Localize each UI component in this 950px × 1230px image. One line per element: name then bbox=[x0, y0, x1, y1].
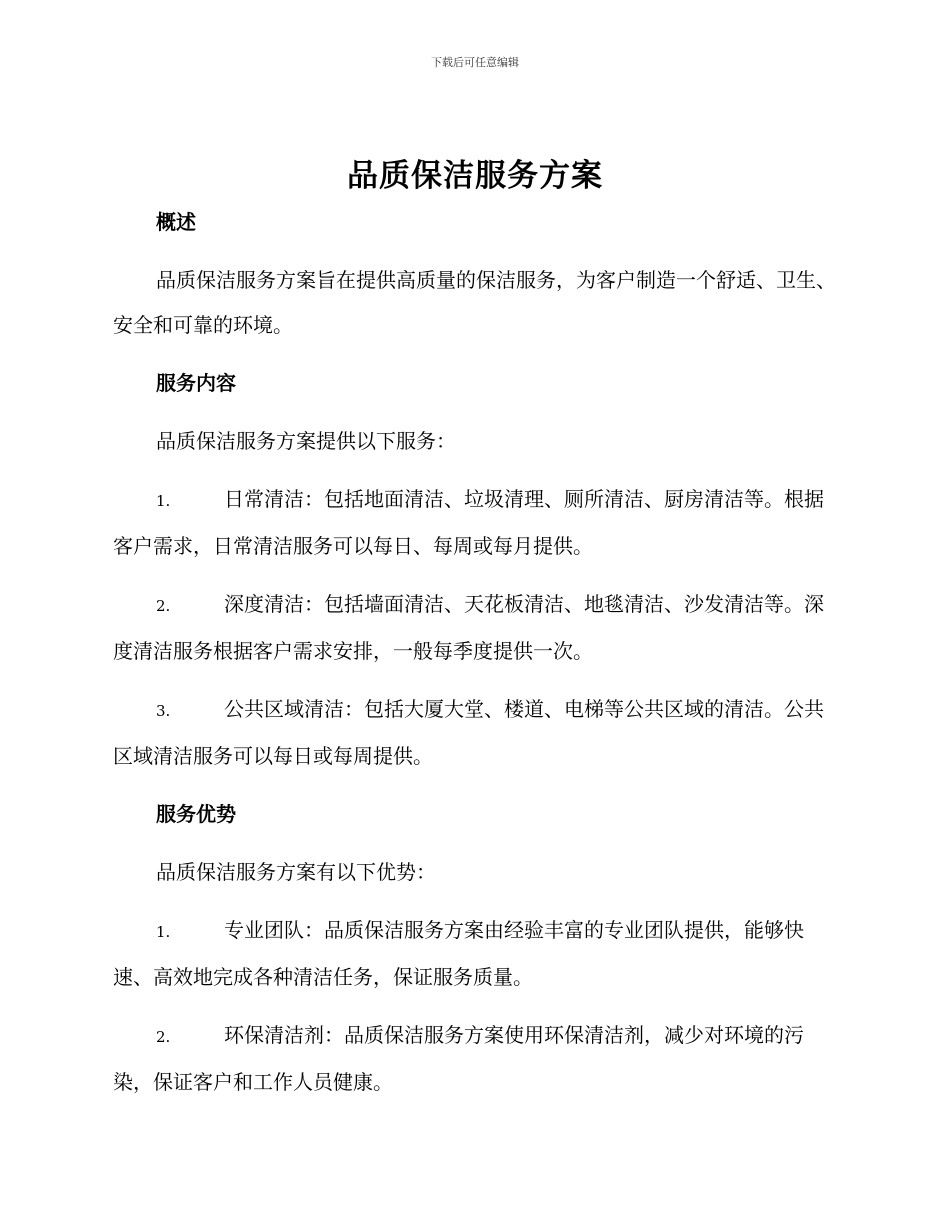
section-heading-advantages: 服务优势 bbox=[156, 802, 236, 826]
list-item-number: 1. bbox=[156, 492, 171, 510]
list-item-text: 日常清洁：包括地面清洁、垃圾清理、厕所清洁、厨房清洁等。根据客户需求，日常清洁服务可以每日、每周或每月提供。 bbox=[113, 487, 824, 558]
list-item bbox=[113, 477, 838, 569]
list-item-number: 1. bbox=[156, 923, 171, 941]
list-item bbox=[113, 687, 838, 779]
section-heading-overview: 概述 bbox=[156, 210, 196, 234]
section-heading-service-content: 服务内容 bbox=[156, 371, 236, 395]
list-item bbox=[113, 1013, 838, 1105]
list-item-text: 环保清洁剂：品质保洁服务方案使用环保清洁剂，减少对环境的污染，保证客户和工作人员健康。 bbox=[113, 1023, 804, 1094]
list-item bbox=[113, 908, 838, 1000]
list-item bbox=[113, 582, 838, 674]
overview-paragraph: 品质保洁服务方案旨在提供高质量的保洁服务，为客户制造一个舒适、卫生、安全和可靠的环境。 bbox=[113, 268, 836, 337]
list-item-text: 深度清洁：包括墙面清洁、天花板清洁、地毯清洁、沙发清洁等。深度清洁服务根据客户需求安排，一般每季度提供一次。 bbox=[113, 592, 824, 663]
list-item-number: 2. bbox=[156, 1028, 171, 1046]
advantages-intro: 品质保洁服务方案有以下优势： bbox=[156, 860, 436, 884]
list-item-text: 专业团队：品质保洁服务方案由经验丰富的专业团队提供，能够快速、高效地完成各种清洁任务，保证服务质量。 bbox=[113, 918, 804, 989]
list-item-number: 3. bbox=[156, 702, 171, 720]
list-item-text: 公共区域清洁：包括大厦大堂、楼道、电梯等公共区域的清洁。公共区域清洁服务可以每日或每周提供。 bbox=[113, 697, 824, 768]
document-body bbox=[113, 200, 838, 1118]
service-content-intro: 品质保洁服务方案提供以下服务： bbox=[156, 429, 456, 453]
document-title: 品质保洁服务方案 bbox=[347, 158, 603, 194]
header-note: 下载后可任意编辑 bbox=[431, 56, 519, 69]
list-item-number: 2. bbox=[156, 597, 171, 615]
